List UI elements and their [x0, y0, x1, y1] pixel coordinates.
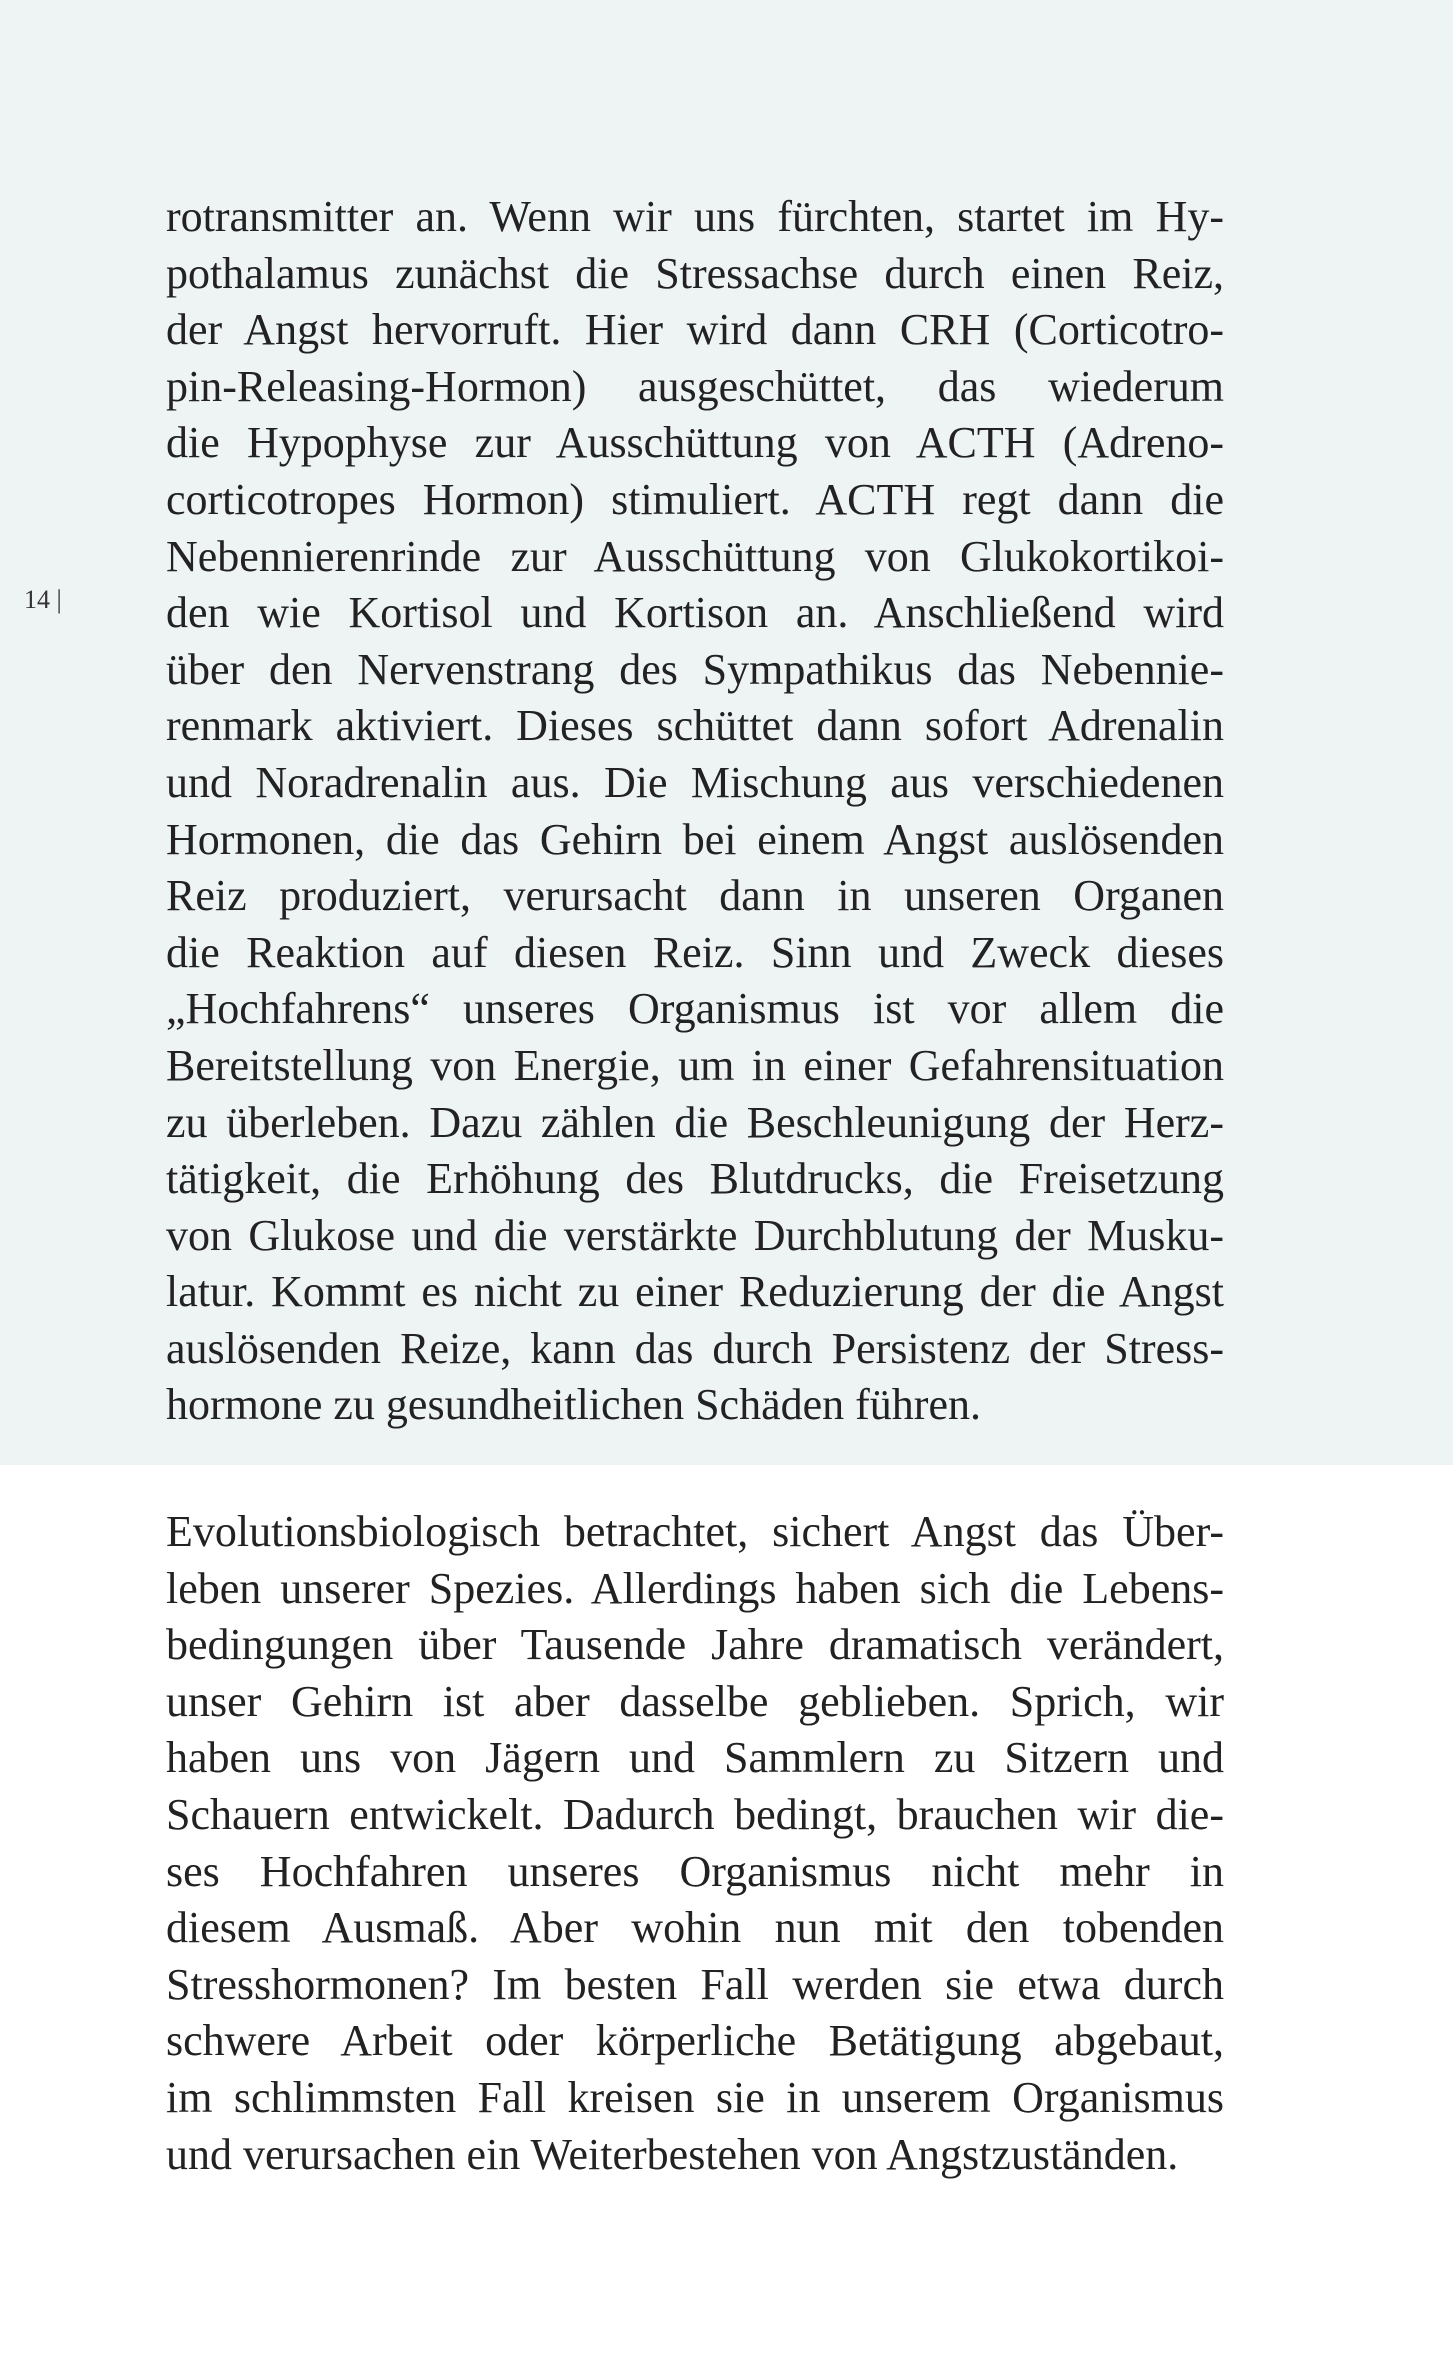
- text-line: rotransmitter an. Wenn wir uns fürchten, startet im Hy-: [166, 192, 1224, 241]
- text-line: schwere Arbeit oder körperliche Betätigung abgebaut,: [166, 2016, 1224, 2066]
- text-line: Nebennierenrinde zur Ausschüttung von Glukokortikoi-: [166, 531, 1224, 581]
- page-number: 14 |: [24, 585, 62, 614]
- text-line: auslösenden Reize, kann das durch Persistenz der Stress-: [166, 1323, 1224, 1373]
- text-line: den wie Kortisol und Kortison an. Anschließend wird: [166, 588, 1224, 638]
- text-line: pothalamus zunächst die Stressachse durch einen Reiz,: [166, 248, 1224, 298]
- text-line: von Glukose und die verstärkte Durchblutung der Musku-: [166, 1210, 1224, 1260]
- text-line: bedingungen über Tausende Jahre dramatisch verändert,: [166, 1620, 1224, 1670]
- paragraph-stress-axis: [166, 189, 1224, 1434]
- text-line: Hormonen, die das Gehirn bei einem Angst auslösenden: [166, 814, 1224, 864]
- text-line: leben unserer Spezies. Allerdings haben sich die Lebens-: [166, 1563, 1224, 1613]
- text-line: Schauern entwickelt. Dadurch bedingt, brauchen wir die-: [166, 1789, 1224, 1839]
- text-line: Stresshormonen? Im besten Fall werden sie etwa durch: [166, 1959, 1224, 2009]
- text-line: Evolutionsbiologisch betrachtet, sichert Angst das Über-: [166, 1507, 1224, 1556]
- text-line: unser Gehirn ist aber dasselbe geblieben. Sprich, wir: [166, 1676, 1224, 1726]
- text-line: die Reaktion auf diesen Reiz. Sinn und Zweck dieses: [166, 927, 1224, 977]
- text-line: renmark aktiviert. Dieses schüttet dann sofort Adrenalin: [166, 701, 1224, 751]
- text-line: corticotropes Hormon) stimuliert. ACTH regt dann die: [166, 474, 1224, 524]
- text-line: haben uns von Jägern und Sammlern zu Sitzern und: [166, 1733, 1224, 1783]
- text-line: „Hochfahrens“ unseres Organismus ist vor allem die: [166, 984, 1224, 1034]
- paragraph-evolution: [166, 1504, 1224, 2183]
- text-line: Bereitstellung von Energie, um in einer Gefahrensituation: [166, 1040, 1224, 1090]
- text-line: und verursachen ein Weiterbestehen von Angstzuständen.: [166, 2129, 1179, 2179]
- text-line: der Angst hervorruft. Hier wird dann CRH (Corticotro-: [166, 305, 1224, 355]
- text-line: ses Hochfahren unseres Organismus nicht mehr in: [166, 1846, 1224, 1896]
- text-line: zu überleben. Dazu zählen die Beschleunigung der Herz-: [166, 1097, 1224, 1147]
- text-line: latur. Kommt es nicht zu einer Reduzierung der die Angst: [166, 1267, 1224, 1317]
- text-line: hormone zu gesundheitlichen Schäden führen.: [166, 1380, 981, 1430]
- text-line: über den Nervenstrang des Sympathikus das Nebennie-: [166, 644, 1224, 694]
- text-line: Reiz produziert, verursacht dann in unseren Organen: [166, 871, 1224, 921]
- text-line: und Noradrenalin aus. Die Mischung aus verschiedenen: [166, 757, 1224, 807]
- text-line: tätigkeit, die Erhöhung des Blutdrucks, die Freisetzung: [166, 1154, 1224, 1204]
- text-line: die Hypophyse zur Ausschüttung von ACTH (Adreno-: [166, 418, 1224, 468]
- text-line: pin-Releasing-Hormon) ausgeschüttet, das wiederum: [166, 361, 1224, 411]
- text-line: diesem Ausmaß. Aber wohin nun mit den tobenden: [166, 1903, 1224, 1953]
- text-line: im schlimmsten Fall kreisen sie in unserem Organismus: [166, 2072, 1224, 2122]
